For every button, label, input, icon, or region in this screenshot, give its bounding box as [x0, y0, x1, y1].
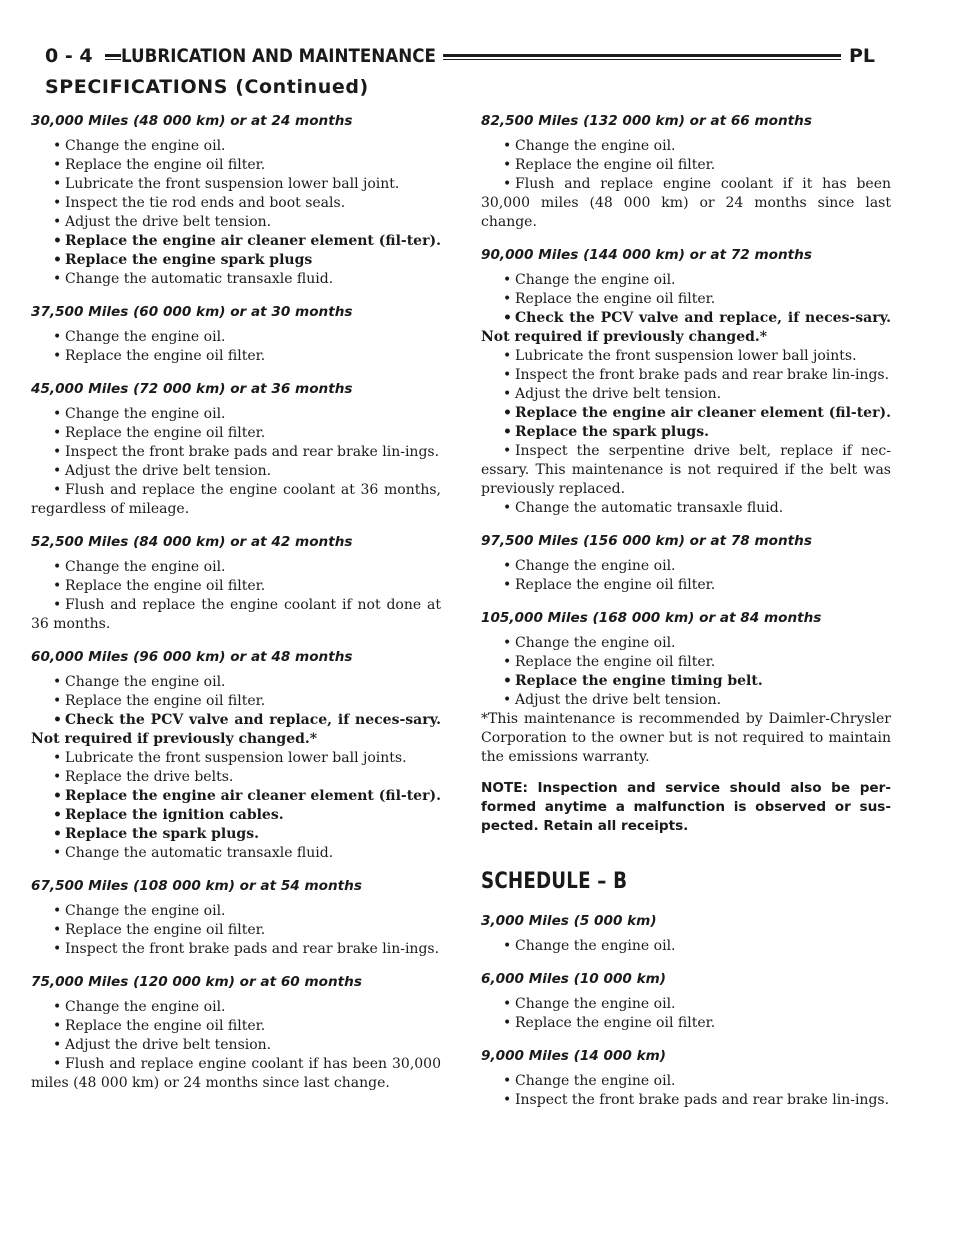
list-item: • Change the engine oil.	[53, 999, 226, 1015]
list-item: • Change the engine oil.	[503, 272, 676, 288]
list-item: • Replace the ignition cables.	[53, 807, 284, 823]
list-item: • Inspect the front brake pads and rear brake lin-ings.	[53, 444, 440, 460]
list-item: • Change the engine oil.	[53, 559, 226, 575]
list-item: • Change the engine oil.	[53, 406, 226, 422]
list-item: • Change the automatic transaxle fluid.	[53, 271, 334, 287]
interval-heading: 82,500 Miles (132 000 km) or at 66 months	[481, 113, 812, 129]
list-item: • Replace the engine oil filter.	[503, 577, 716, 593]
list-item: • Lubricate the front suspension lower ball joints.	[53, 750, 407, 766]
list-item: • Change the engine oil.	[503, 635, 676, 651]
interval-heading: 67,500 Miles (108 000 km) or at 54 months	[31, 878, 362, 894]
bullet-icon: •	[53, 444, 62, 460]
interval-heading: 3,000 Miles (5 000 km)	[481, 913, 657, 929]
bullet-icon: •	[53, 1056, 62, 1072]
bullet-icon: •	[503, 654, 512, 670]
note-text: NOTE: Inspection and service should also be per-formed anytime a malfunction is observed or sus-pected. Retain all receipts.	[481, 780, 891, 834]
bullet-icon: •	[53, 674, 62, 690]
bullet-icon: •	[503, 1092, 512, 1108]
bullet-icon: •	[53, 750, 62, 766]
interval-heading: 37,500 Miles (60 000 km) or at 30 months	[31, 304, 353, 320]
interval-heading: 30,000 Miles (48 000 km) or at 24 months	[31, 113, 353, 129]
bullet-icon: •	[53, 348, 62, 364]
list-item: • Change the automatic transaxle fluid.	[503, 500, 784, 516]
bullet-icon: •	[53, 463, 62, 479]
list-item: • Flush and replace engine coolant if has been 30,000 miles (48 000 km) or 24 months since last change.	[31, 1056, 441, 1091]
bullet-icon: •	[53, 941, 62, 957]
interval-heading: 60,000 Miles (96 000 km) or at 48 months	[31, 649, 353, 665]
bullet-icon: •	[503, 310, 512, 326]
right-column	[481, 112, 891, 1110]
bullet-icon: •	[53, 195, 62, 211]
interval-heading: 75,000 Miles (120 000 km) or at 60 months	[31, 974, 362, 990]
interval-heading: 90,000 Miles (144 000 km) or at 72 months	[481, 247, 812, 263]
page-number: 0 - 4	[45, 44, 105, 68]
list-item: • Replace the engine oil filter.	[53, 922, 266, 938]
bullet-icon: •	[503, 405, 512, 421]
bullet-icon: •	[503, 424, 512, 440]
bullet-icon: •	[53, 157, 62, 173]
bullet-icon: •	[503, 157, 512, 173]
list-item: • Replace the engine timing belt.	[503, 673, 763, 689]
list-item: • Adjust the drive belt tension.	[53, 463, 272, 479]
bullet-icon: •	[53, 138, 62, 154]
bullet-icon: •	[503, 367, 512, 383]
bullet-icon: •	[53, 329, 62, 345]
list-item: • Change the engine oil.	[503, 996, 676, 1012]
bullet-icon: •	[53, 922, 62, 938]
list-item: • Change the automatic transaxle fluid.	[53, 845, 334, 861]
list-item: • Check the PCV valve and replace, if neces-sary. Not required if previously changed.*	[31, 712, 441, 747]
page-header	[45, 44, 875, 68]
interval-heading: 105,000 Miles (168 000 km) or at 84 months	[481, 610, 822, 626]
bullet-icon: •	[503, 272, 512, 288]
list-item: • Replace the engine oil filter.	[503, 157, 716, 173]
list-item: • Lubricate the front suspension lower ball joints.	[503, 348, 857, 364]
list-item: • Inspect the tie rod ends and boot seals.	[53, 195, 346, 211]
list-item: • Check the PCV valve and replace, if neces-sary. Not required if previously changed.*	[481, 310, 891, 345]
list-item: • Replace the engine oil filter.	[53, 348, 266, 364]
list-item: • Inspect the front brake pads and rear brake lin-ings.	[503, 1092, 890, 1108]
bullet-icon: •	[53, 482, 62, 498]
bullet-icon: •	[503, 938, 512, 954]
list-item: • Replace the engine oil filter.	[53, 578, 266, 594]
list-item: • Change the engine oil.	[53, 903, 226, 919]
bullet-icon: •	[53, 903, 62, 919]
bullet-icon: •	[503, 1073, 512, 1089]
list-item: • Replace the drive belts.	[53, 769, 234, 785]
bullet-icon: •	[53, 826, 62, 842]
bullet-icon: •	[503, 577, 512, 593]
list-item: • Replace the engine air cleaner element (fil-ter).	[53, 788, 441, 804]
list-item: • Replace the spark plugs.	[503, 424, 709, 440]
list-item: • Adjust the drive belt tension.	[503, 386, 722, 402]
list-item: • Change the engine oil.	[53, 674, 226, 690]
bullet-icon: •	[53, 233, 62, 249]
list-item: • Change the engine oil.	[53, 138, 226, 154]
bullet-icon: •	[53, 845, 62, 861]
list-item: • Inspect the front brake pads and rear brake lin-ings.	[503, 367, 890, 383]
bullet-icon: •	[503, 692, 512, 708]
bullet-icon: •	[503, 558, 512, 574]
interval-heading: 97,500 Miles (156 000 km) or at 78 months	[481, 533, 812, 549]
list-item: • Replace the engine oil filter.	[53, 425, 266, 441]
bullet-icon: •	[503, 996, 512, 1012]
list-item: • Replace the engine oil filter.	[53, 1018, 266, 1034]
interval-heading: 52,500 Miles (84 000 km) or at 42 months	[31, 534, 353, 550]
list-item: • Change the engine oil.	[503, 938, 676, 954]
bullet-icon: •	[53, 807, 62, 823]
interval-heading: 9,000 Miles (14 000 km)	[481, 1048, 667, 1064]
bullet-icon: •	[53, 769, 62, 785]
interval-heading: 6,000 Miles (10 000 km)	[481, 971, 667, 987]
list-item: • Change the engine oil.	[503, 558, 676, 574]
list-item: • Inspect the front brake pads and rear brake lin-ings.	[53, 941, 440, 957]
section-title: LUBRICATION AND MAINTENANCE	[121, 44, 443, 68]
bullet-icon: •	[53, 578, 62, 594]
bullet-icon: •	[503, 348, 512, 364]
list-item: • Lubricate the front suspension lower ball joint.	[53, 176, 400, 192]
list-item: • Flush and replace the engine coolant at 36 months, regardless of mileage.	[31, 482, 441, 517]
list-item: • Replace the engine air cleaner element (fil-ter).	[503, 405, 891, 421]
list-item: • Replace the engine oil filter.	[53, 693, 266, 709]
list-item: • Replace the engine air cleaner element (fil-ter).	[53, 233, 441, 249]
left-column	[31, 112, 441, 1093]
list-item: • Change the engine oil.	[503, 1073, 676, 1089]
bullet-icon: •	[53, 712, 62, 728]
bullet-icon: •	[53, 214, 62, 230]
bullet-icon: •	[53, 252, 62, 268]
interval-heading: 45,000 Miles (72 000 km) or at 36 months	[31, 381, 353, 397]
bullet-icon: •	[53, 788, 62, 804]
list-item: • Replace the engine oil filter.	[503, 291, 716, 307]
list-item: • Flush and replace the engine coolant if not done at 36 months.	[31, 597, 441, 632]
bullet-icon: •	[503, 291, 512, 307]
footnote: *This maintenance is recommended by Daimler-Chrysler Corporation to the owner but is not required to maintain the emissions warranty.	[481, 711, 891, 765]
list-item: • Replace the engine oil filter.	[503, 654, 716, 670]
bullet-icon: •	[53, 999, 62, 1015]
list-item: • Adjust the drive belt tension.	[503, 692, 722, 708]
bullet-icon: •	[503, 138, 512, 154]
bullet-icon: •	[503, 635, 512, 651]
bullet-icon: •	[53, 406, 62, 422]
bullet-icon: •	[53, 693, 62, 709]
bullet-icon: •	[53, 597, 62, 613]
bullet-icon: •	[53, 559, 62, 575]
list-item: • Flush and replace engine coolant if it has been 30,000 miles (48 000 km) or 24 months since last change.	[481, 176, 891, 230]
bullet-icon: •	[503, 1015, 512, 1031]
bullet-icon: •	[53, 1037, 62, 1053]
bullet-icon: •	[503, 443, 512, 459]
list-item: • Adjust the drive belt tension.	[53, 1037, 272, 1053]
list-item: • Replace the engine oil filter.	[503, 1015, 716, 1031]
bullet-icon: •	[53, 425, 62, 441]
bullet-icon: •	[53, 271, 62, 287]
page-subheading: SPECIFICATIONS (Continued)	[45, 76, 369, 98]
list-item: • Replace the engine spark plugs	[53, 252, 313, 268]
bullet-icon: •	[53, 176, 62, 192]
list-item: • Replace the spark plugs.	[53, 826, 259, 842]
bullet-icon: •	[503, 386, 512, 402]
list-item: • Change the engine oil.	[503, 138, 676, 154]
list-item: • Adjust the drive belt tension.	[53, 214, 272, 230]
list-item: • Change the engine oil.	[53, 329, 226, 345]
bullet-icon: •	[503, 673, 512, 689]
bullet-icon: •	[503, 176, 512, 192]
bullet-icon: •	[53, 1018, 62, 1034]
list-item: • Replace the engine oil filter.	[53, 157, 266, 173]
schedule-heading: SCHEDULE – B	[481, 869, 628, 894]
list-item: • Inspect the serpentine drive belt, replace if nec-essary. This maintenance is not required if the belt was previously replaced.	[481, 443, 891, 497]
bullet-icon: •	[503, 500, 512, 516]
model-code: PL	[841, 44, 875, 68]
